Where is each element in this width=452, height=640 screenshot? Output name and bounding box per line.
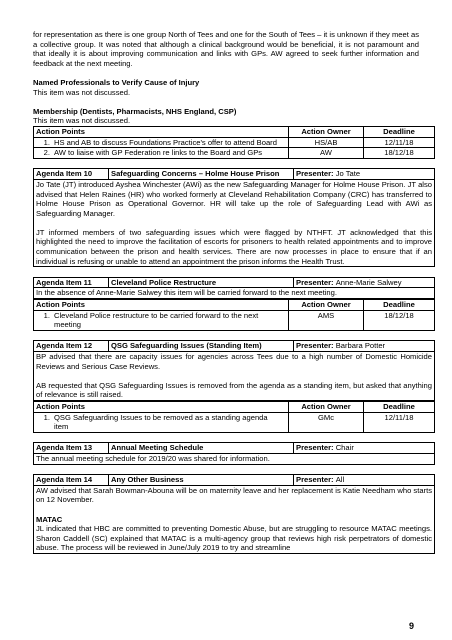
presenter-name: Barbara Potter [335, 341, 386, 351]
intro-paragraph: for representation as there is one group North of Tees and one for the South of Tees – it is unknown if they meet as a collective group. It was noted that although a clinical background would be beneficial, it is not paramount and that ideally it is about improving communication and links with GPs. AW agreed to seek further information and feedback at the next meeting. [33, 30, 419, 68]
agenda-item-title: Safeguarding Concerns – Holme House Prison [109, 169, 294, 180]
action-deadline: 12/11/18 [364, 412, 435, 432]
agenda-item-header [34, 475, 435, 486]
document-page [33, 30, 432, 554]
action-points-label: Action Points [34, 300, 289, 311]
agenda-item-header [34, 169, 435, 180]
agenda-item-title: Cleveland Police Restructure [109, 277, 294, 288]
deadline-label: Deadline [364, 300, 435, 311]
agenda-item-number: Agenda Item 10 [34, 169, 109, 180]
action-deadline: 12/11/18 [364, 137, 435, 148]
agenda-item-11 [33, 277, 435, 299]
action-table-header [34, 401, 435, 412]
action-number: 1. [43, 412, 50, 422]
agenda-item-number: Agenda Item 12 [34, 341, 109, 352]
action-points-label: Action Points [34, 401, 289, 412]
agenda-item-header [34, 341, 435, 352]
presenter-name: Anne-Marie Salwey [335, 277, 402, 287]
page-number: 9 [409, 621, 415, 631]
presenter-name: Jo Tate [335, 169, 361, 179]
agenda-item-13 [33, 442, 435, 464]
agenda-item-presenter [294, 277, 435, 288]
membership-heading: Membership (Dentists, Pharmacists, NHS England, CSP) [33, 106, 237, 116]
agenda-item-body [34, 453, 435, 464]
deadline-label: Deadline [364, 401, 435, 412]
action-owner-label: Action Owner [289, 401, 364, 412]
action-text: QSG Safeguarding Issues to be removed as a standing agenda item [54, 412, 268, 432]
agenda-item-14 [33, 474, 435, 554]
membership-action-table [33, 126, 435, 159]
membership-text: This item was not discussed. [33, 116, 131, 126]
matac-paragraph: JL indicated that HBC are committed to preventing Domestic Abuse, but are struggling to resource MATAC meetings. Sharon Caddell (SC) explained that MATAC is a multi-agency group that reviews high risk perpetrators of domestic abuse. The process will be reviewed in June/July 2019 to try and streamline [36, 524, 432, 553]
action-row [34, 310, 435, 330]
presenter-label: Presenter: [296, 475, 334, 485]
action-text: Cleveland Police restructure to be carried forward to the next meeting [54, 310, 259, 330]
item11-action-table [33, 299, 435, 331]
agenda-paragraph: In the absence of Anne-Marie Salwey this item will be carried forward to the next meeting. [36, 288, 337, 298]
agenda-item-presenter [294, 169, 435, 180]
agenda-item-presenter [294, 443, 435, 454]
action-owner: HS/AB [289, 137, 364, 148]
agenda-item-header [34, 277, 435, 288]
action-row [34, 137, 435, 148]
action-text: AW to liaise with GP Federation re links to the Board and GPs [54, 148, 263, 158]
agenda-item-title: QSG Safeguarding Issues (Standing Item) [109, 341, 294, 352]
item12-action-table [33, 401, 435, 433]
agenda-item-number: Agenda Item 14 [34, 475, 109, 486]
presenter-label: Presenter: [296, 169, 334, 179]
agenda-paragraph: JT informed members of two safeguarding issues which were flagged by NTHFT. JT acknowledged that this highlighted the need to improve the facilitation of escorts for prisoners to health related appointments and to improve communication between the prison and health services. There are now processes in place to ensure that if an individual is refusing or unable to attend an appointment the prison informs the Health Trust. [36, 227, 432, 266]
action-owner: AMS [289, 310, 364, 330]
agenda-paragraph: AW advised that Sarah Bowman-Abouna will be on maternity leave and her replacement is Katie Needham who starts on 12 November. [36, 485, 432, 505]
action-table-header [34, 300, 435, 311]
action-number: 1. [43, 310, 50, 320]
action-number: 2. [43, 148, 50, 158]
agenda-item-body [34, 485, 435, 553]
agenda-item-title: Any Other Business [109, 475, 294, 486]
action-number: 1. [43, 137, 50, 147]
action-row [34, 412, 435, 432]
named-professionals-heading: Named Professionals to Verify Cause of Injury [33, 77, 200, 87]
presenter-label: Presenter: [296, 277, 334, 287]
agenda-item-title: Annual Meeting Schedule [109, 443, 294, 454]
agenda-paragraph: AB requested that QSG Safeguarding Issues is removed from the agenda as a standing item, but asked that anything of relevance is still raised. [36, 380, 432, 400]
action-points-label: Action Points [34, 126, 289, 137]
agenda-item-body [34, 179, 435, 266]
presenter-name: Chair [335, 443, 354, 453]
agenda-item-number: Agenda Item 11 [34, 277, 109, 288]
matac-heading: MATAC [36, 514, 63, 524]
action-deadline: 18/12/18 [364, 148, 435, 159]
agenda-paragraph: The annual meeting schedule for 2019/20 was shared for information. [36, 453, 270, 463]
action-owner: AW [289, 148, 364, 159]
agenda-paragraph: Jo Tate (JT) introduced Ayshea Winchester (AWi) as the new Safeguarding Manager for Holme House Prison. JT also advised that Helen Raines (HR) who worked formerly at Cleveland Rehabilitation Company (CRC) has transferred to Holme House Prison as Operational Governor. HR will take up the role of Safeguarding Lead with AWi as Safeguarding Manager. [36, 179, 432, 218]
presenter-name: All [335, 475, 345, 485]
agenda-item-body [34, 352, 435, 401]
action-owner-label: Action Owner [289, 300, 364, 311]
presenter-label: Presenter: [296, 341, 334, 351]
agenda-item-presenter [294, 341, 435, 352]
action-deadline: 18/12/18 [364, 310, 435, 330]
action-owner: GMc [289, 412, 364, 432]
agenda-item-presenter [294, 475, 435, 486]
agenda-item-number: Agenda Item 13 [34, 443, 109, 454]
action-table-header [34, 126, 435, 137]
agenda-item-10 [33, 168, 435, 267]
action-row [34, 148, 435, 159]
agenda-item-header [34, 443, 435, 454]
named-professionals-text: This item was not discussed. [33, 87, 131, 97]
action-owner-label: Action Owner [289, 126, 364, 137]
presenter-label: Presenter: [296, 443, 334, 453]
action-text: HS and AB to discuss Foundations Practice's offer to attend Board [54, 137, 277, 147]
agenda-paragraph: BP advised that there are capacity issues for agencies across Tees due to a high number of Domestic Homicide Reviews and Serious Case Reviews. [36, 352, 432, 371]
deadline-label: Deadline [364, 126, 435, 137]
agenda-item-12 [33, 340, 435, 401]
agenda-item-body [34, 288, 435, 299]
